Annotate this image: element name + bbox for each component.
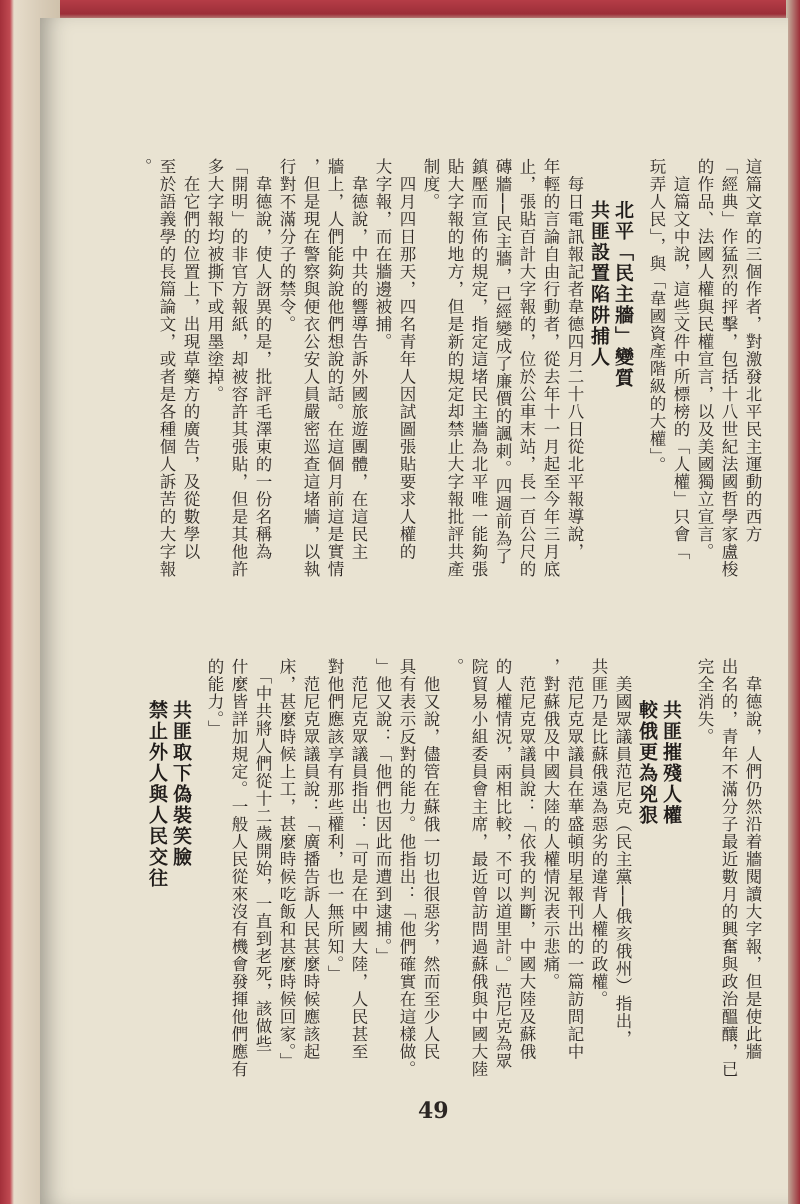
text-column: 年輕的言論自由行動者，從去年十一月起至今年三月底 [541,158,560,578]
text-column: 床，甚麼時候上工，甚麼時候吃飯和甚麼時候回家。」 [277,658,296,1070]
text-column: 范尼克眾議員在華盛頓明星報刊出的一篇訪問記中 [565,658,584,1061]
text-column: 的能力。」 [205,658,224,738]
text-column: 。 [133,158,152,176]
text-column: 。 [445,658,464,676]
text-column: 什麼皆詳加規定。一般人民從來沒有機會發揮他們應有 [229,658,248,1078]
text-column: 在它們的位置上，出現草藥方的廣告，及從數學以 [181,158,200,561]
text-column: ，對蘇俄及中國大陸的人權情況表示悲痛。 [541,658,560,991]
text-column: 牆上，人們能夠說他們想說的話。在這個月前這是實情 [325,158,344,578]
text-column: 制度。 [421,158,440,211]
text-column: 每日電訊報記者韋德四月二十八日從北平報導說， [565,158,584,561]
text-column: 對他們應該享有那些權利，也一無所知。」 [325,658,344,983]
text-column: 共匪乃是比蘇俄遠為惡劣的違背人權的政權。 [589,658,608,1008]
text-column: 的人權情況，兩相比較，不可以道里計。」范尼克為眾 [493,658,512,1070]
text-column: 至於語義學的長篇論文，或者是各種個人訴苦的大字報 [157,158,176,578]
text-column: 韋德說，中共的響導告訴外國旅遊團體，在這民主 [349,158,368,561]
section-heading: 共匪設置陷阱捕人 [588,158,610,368]
text-column: 出名的，青年不滿分子最近數月的興奮與政治醞釀，已 [719,658,738,1078]
page-number: 49 [418,1098,449,1124]
section-heading: 較俄更為兇狠 [636,658,658,826]
text-column: 的作品、法國人權與民權宣言，以及美國獨立宣言。 [695,158,714,561]
text-column: 」他又說：「他們也因此而遭到逮捕。」 [373,658,392,965]
text-column: 多大字報均被撕下或用墨塗掉。 [205,158,224,403]
text-column: 范尼克眾議員說：「依我的判斷，中國大陸及蘇俄 [517,658,536,1061]
section-heading: 共匪取下偽裝笑臉 [170,658,192,868]
text-column: 韋德說，使人訝異的是，批評毛澤東的一份名稱為 [253,158,272,561]
text-column: 四月四日那天，四名青年人因試圖張貼要求人權的 [397,158,416,561]
text-column: 磚牆──民主牆，已經變成了廉價的諷刺。四週前為了 [493,158,512,565]
text-column: 范尼克眾議員說：「廣播告訴人民甚麼時候應該起 [301,658,320,1061]
text-column: 院貿易小組委員會主席，最近曾訪問過蘇俄與中國大陸 [469,658,488,1078]
text-column: 范尼克眾議員指出：「可是在中國大陸，人民甚至 [349,658,368,1061]
book-cover-right [786,0,800,1204]
text-column: 玩弄人民」，與「韋國資產階級的大權」。 [647,158,666,474]
text-column: 止，張貼百計大字報的，位於公車末站，長一百公尺的 [517,158,536,578]
text-column: 「開明」的非官方報紙，却被容許其張貼，但是其他許 [229,158,248,578]
text-column: 行對不滿分子的禁令。 [277,158,296,333]
text-column: ，但是現在警察與便衣公安人員嚴密巡查這堵牆，以執 [301,158,320,578]
section-heading: 禁止外人與人民交往 [146,658,168,889]
text-column: 鎮壓而宣佈的規定，指定這堵民主牆為北平唯一能夠張 [469,158,488,578]
section-heading: 共匪摧殘人權 [660,658,682,826]
text-column: 完全消失。 [695,658,714,746]
text-column: 貼大字報的地方，但是新的規定却禁止大字報批評共產 [445,158,464,578]
section-heading: 北平「民主牆」變質 [612,158,634,389]
text-column: 「經典」作猛烈的抨擊，包括十八世紀法國哲學家盧梭 [719,158,738,578]
text-column: 大字報，而在牆邊被捕。 [373,158,392,351]
text-column: 這篇文中說，這些文件中所標榜的「人權」只會「 [671,158,690,561]
text-column: 美國眾議員范尼克（民主黨──俄亥俄州）指出， [613,658,632,1048]
text-column: 這篇文章的三個作者，對激發北平民主運動的西方 [743,158,762,543]
text-column: 他又說，儘管在蘇俄一切也很惡劣，然而至少人民 [421,658,440,1061]
text-column: 具有表示反對的能力。他指出：「他們確實在這樣做。 [397,658,416,1078]
text-column: 韋德說，人們仍然沿着牆閱讀大字報，但是使此牆 [743,658,762,1061]
text-column: 「中共將人們從十二歲開始，一直到老死，該做些 [253,658,272,1053]
book-page [40,18,788,1204]
